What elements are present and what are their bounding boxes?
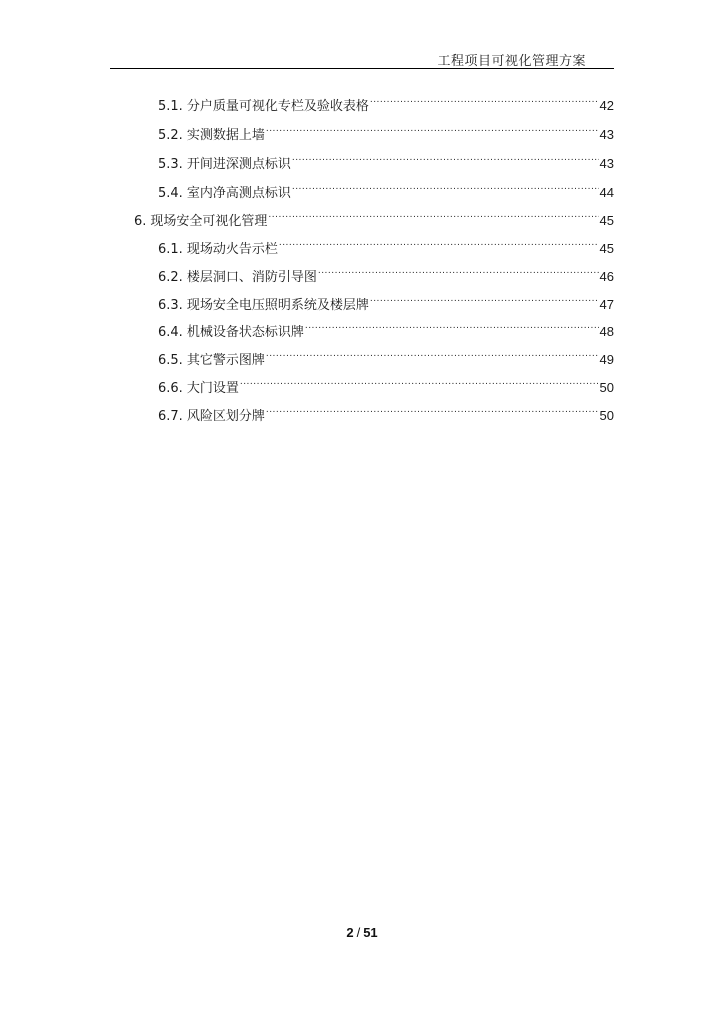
toc-entry-6-3[interactable] <box>158 287 614 313</box>
page-header-title: 工程项目可视化管理方案 <box>437 54 586 69</box>
toc-entry-number: 5.3. <box>158 157 183 172</box>
total-page-count: 51 <box>363 925 378 940</box>
toc-dot-leader <box>305 314 599 336</box>
toc-entry-6-2[interactable] <box>158 259 614 285</box>
toc-entry-6-4[interactable] <box>158 314 614 340</box>
toc-dot-leader <box>268 203 598 225</box>
toc-dot-leader <box>240 370 599 392</box>
toc-entry-title: 现场动火告示栏 <box>186 242 278 257</box>
toc-entry-6-5[interactable] <box>158 342 614 368</box>
toc-entry-page: 45 <box>599 241 614 256</box>
page-number-separator: / <box>356 925 361 940</box>
toc-entry-page: 46 <box>599 269 614 284</box>
toc-dot-leader <box>318 259 599 281</box>
toc-entry-number: 6.5. <box>158 353 183 368</box>
toc-dot-leader <box>370 88 599 110</box>
toc-entry-number: 6. <box>134 214 147 229</box>
toc-entry-6[interactable] <box>134 203 614 229</box>
toc-dot-leader <box>292 175 599 197</box>
toc-entry-page: 43 <box>599 127 614 142</box>
toc-entry-number: 6.1. <box>158 242 183 257</box>
toc-entry-number: 6.7. <box>158 409 183 424</box>
toc-entry-title: 实测数据上墙 <box>186 128 265 143</box>
toc-entry-5-1[interactable] <box>158 88 614 114</box>
toc-entry-number: 6.3. <box>158 298 183 313</box>
toc-entry-page: 44 <box>599 185 614 200</box>
toc-entry-page: 49 <box>599 352 614 367</box>
toc-entry-number: 6.2. <box>158 270 183 285</box>
toc-entry-page: 42 <box>599 98 614 113</box>
toc-dot-leader <box>266 117 599 139</box>
toc-entry-number: 5.1. <box>158 99 183 114</box>
toc-entry-title: 分户质量可视化专栏及验收表格 <box>186 99 369 114</box>
toc-entry-5-3[interactable] <box>158 146 614 172</box>
toc-entry-page: 50 <box>599 408 614 423</box>
toc-dot-leader <box>279 231 599 253</box>
toc-entry-page: 48 <box>599 324 614 339</box>
toc-entry-5-4[interactable] <box>158 175 614 201</box>
toc-entry-title: 现场安全电压照明系统及楼层牌 <box>186 298 369 313</box>
toc-entry-number: 6.4. <box>158 325 183 340</box>
toc-entry-title: 开间进深测点标识 <box>186 157 291 172</box>
toc-entry-6-1[interactable] <box>158 231 614 257</box>
toc-dot-leader <box>370 287 599 309</box>
toc-entry-number: 6.6. <box>158 381 183 396</box>
toc-entry-page: 45 <box>599 213 614 228</box>
toc-dot-leader <box>266 398 599 420</box>
toc-dot-leader <box>292 146 599 168</box>
page-number <box>0 925 724 940</box>
toc-entry-title: 大门设置 <box>186 381 239 396</box>
toc-entry-title: 风险区划分牌 <box>186 409 265 424</box>
toc-entry-title: 现场安全可视化管理 <box>150 214 268 229</box>
toc-entry-number: 5.4. <box>158 186 183 201</box>
toc-entry-title: 其它警示图牌 <box>186 353 265 368</box>
toc-entry-title: 机械设备状态标识牌 <box>186 325 304 340</box>
toc-entry-page: 43 <box>599 156 614 171</box>
toc-entry-page: 50 <box>599 380 614 395</box>
current-page-number: 2 <box>346 925 354 940</box>
toc-entry-title: 楼层洞口、消防引导图 <box>186 270 317 285</box>
header-divider <box>110 68 614 69</box>
toc-entry-6-6[interactable] <box>158 370 614 396</box>
toc-dot-leader <box>266 342 599 364</box>
toc-entry-number: 5.2. <box>158 128 183 143</box>
toc-entry-title: 室内净高测点标识 <box>186 186 291 201</box>
toc-entry-6-7[interactable] <box>158 398 614 424</box>
toc-entry-page: 47 <box>599 297 614 312</box>
toc-entry-5-2[interactable] <box>158 117 614 143</box>
